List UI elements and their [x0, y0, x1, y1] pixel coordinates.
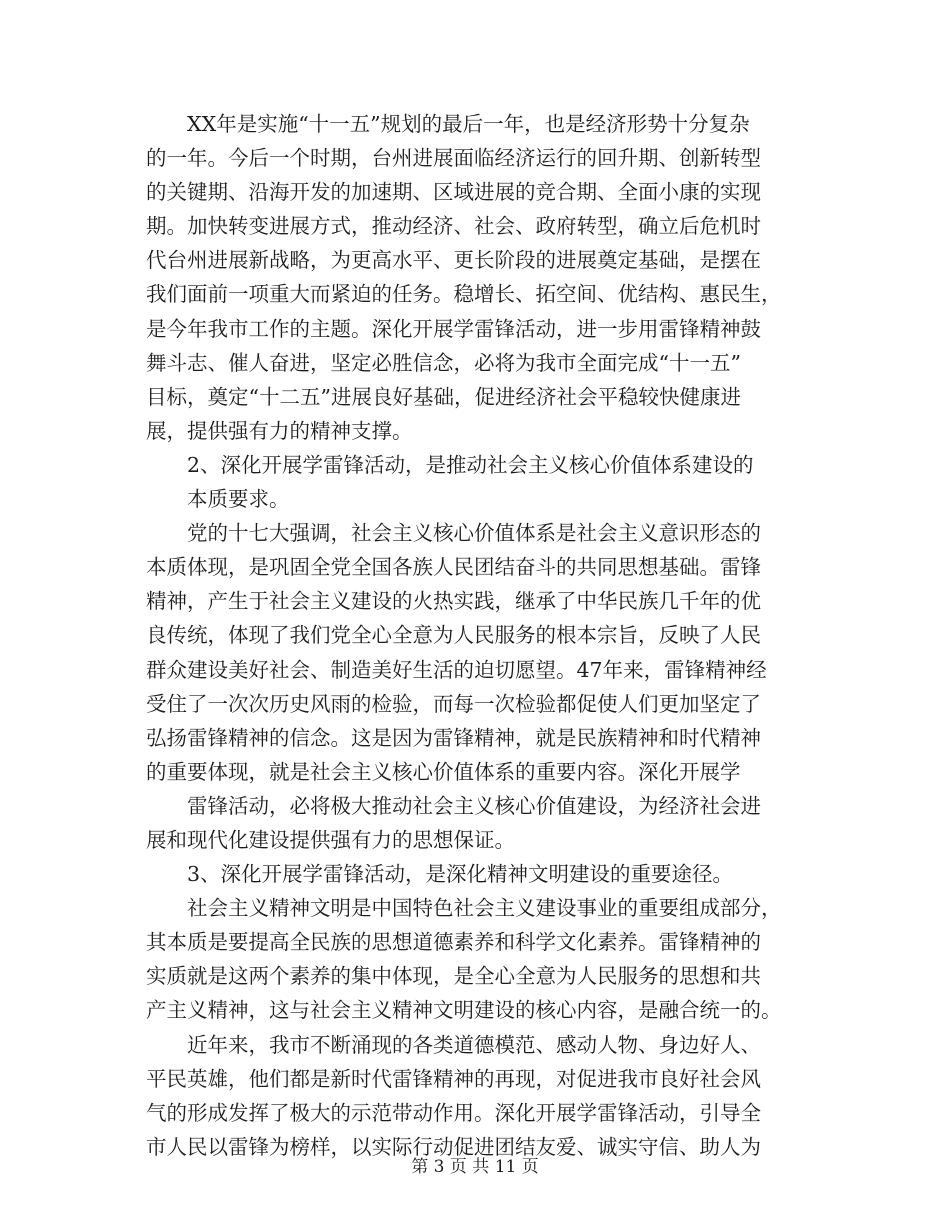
text-line: 展和现代化建设提供强有力的思想保证。	[146, 827, 515, 852]
text-line: 3、深化开展学雷锋活动，是深化精神文明建设的重要途径。	[187, 862, 734, 887]
text-line: XX年是实施“十一五”规划的最后一年，也是经济形势十分复杂	[187, 112, 750, 136]
text-line: 党的十七大强调，社会主义核心价值体系是社会主义意识形态的	[187, 521, 761, 546]
text-line: 本质要求。	[187, 487, 290, 512]
text-line: 实质就是这两个素养的集中体现，是全心全意为人民服务的思想和共	[146, 964, 761, 989]
text-line: 本质体现，是巩固全党全国各族人民团结奋斗的共同思想基础。雷锋	[146, 555, 761, 580]
text-line: 2、深化开展学雷锋活动，是推动社会主义核心价值体系建设的	[187, 452, 754, 477]
text-line: 代台州进展新战略，为更高水平、更长阶段的进展奠定基础，是摆在	[146, 248, 761, 273]
page-footer: 第 3 页 共 11 页	[411, 1157, 539, 1177]
text-line: 社会主义精神文明是中国特色社会主义建设事业的重要组成部分，	[187, 896, 782, 921]
text-line: 期。加快转变进展方式，推动经济、社会、政府转型，确立后危机时	[146, 214, 761, 239]
text-line: 平民英雄，他们都是新时代雷锋精神的再现，对促进我市良好社会风	[146, 1066, 761, 1091]
text-line: 精神，产生于社会主义建设的火热实践，继承了中华民族几千年的优	[146, 589, 761, 614]
text-line: 产主义精神，这与社会主义精神文明建设的核心内容，是融合统一的。	[146, 998, 782, 1023]
text-line: 弘扬雷锋精神的信念。这是因为雷锋精神，就是民族精神和时代精神	[146, 725, 761, 750]
text-line: 的一年。今后一个时期，台州进展面临经济运行的回升期、创新转型	[146, 146, 761, 171]
text-line: 是今年我市工作的主题。深化开展学雷锋活动，进一步用雷锋精神鼓	[146, 316, 761, 341]
text-line: 展，提供强有力的精神支撑。	[146, 418, 413, 443]
text-line: 的重要体现，就是社会主义核心价值体系的重要内容。深化开展学	[146, 759, 741, 784]
text-line: 近年来，我市不断涌现的各类道德模范、感动人物、身边好人、	[187, 1032, 761, 1057]
text-line: 其本质是要提高全民族的思想道德素养和科学文化素养。雷锋精神的	[146, 930, 761, 955]
text-line: 受住了一次次历史风雨的检验，而每一次检验都促使人们更加坚定了	[146, 691, 761, 716]
text-line: 我们面前一项重大而紧迫的任务。稳增长、拓空间、优结构、惠民生，	[146, 282, 782, 307]
text-line: 的关键期、沿海开发的加速期、区域进展的竞合期、全面小康的实现	[146, 180, 761, 205]
text-line: 雷锋活动，必将极大推动社会主义核心价值建设，为经济社会进	[187, 793, 761, 818]
text-line: 目标，奠定“十二五”进展良好基础，促进经济社会平稳较快健康进	[146, 384, 741, 409]
text-line: 良传统，体现了我们党全心全意为人民服务的根本宗旨，反映了人民	[146, 623, 761, 648]
text-line: 气的形成发挥了极大的示范带动作用。深化开展学雷锋活动，引导全	[146, 1100, 761, 1125]
document-body	[146, 107, 806, 1164]
text-line: 市人民以雷锋为榜样，以实际行动促进团结友爱、诚实守信、助人为	[146, 1134, 761, 1159]
text-line: 群众建设美好社会、制造美好生活的迫切愿望。47年来，雷锋精神经	[146, 657, 767, 682]
text-line: 舞斗志、催人奋进，坚定必胜信念，必将为我市全面完成“十一五”	[146, 350, 741, 375]
